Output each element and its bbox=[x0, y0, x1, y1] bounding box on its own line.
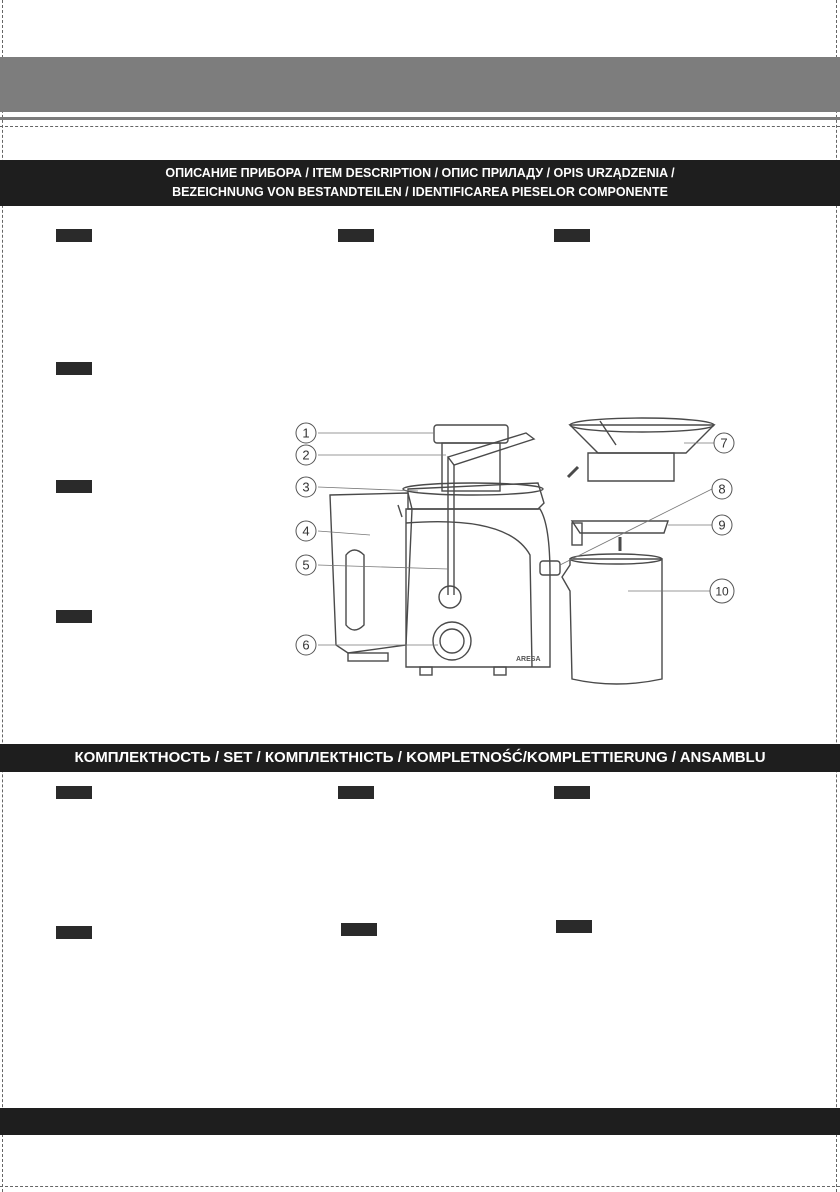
header-rule bbox=[0, 117, 840, 120]
language-tag bbox=[556, 920, 592, 933]
callout-6 bbox=[296, 635, 316, 655]
language-tag bbox=[56, 610, 92, 623]
callout-8 bbox=[712, 479, 732, 499]
callout-2 bbox=[296, 445, 316, 465]
callout-1 bbox=[296, 423, 316, 443]
jug-lid bbox=[572, 521, 668, 533]
language-tag bbox=[56, 362, 92, 375]
item-description-line2: BEZEICHNUNG VON BESTANDTEILEN / IDENTIFICAREA PIESELOR COMPONENTE bbox=[172, 185, 668, 199]
language-tag bbox=[341, 923, 377, 936]
item-description-heading bbox=[0, 160, 840, 206]
safety-knob bbox=[439, 586, 461, 608]
svg-text:7: 7 bbox=[720, 435, 728, 451]
brand-logo: ARESA bbox=[516, 656, 541, 663]
callout-4 bbox=[296, 521, 316, 541]
filter-basket bbox=[570, 425, 714, 453]
language-tag bbox=[56, 926, 92, 939]
item-description-line1: ОПИСАНИЕ ПРИБОРА / ITEM DESCRIPTION / ОПИС ПРИЛАДУ / OPIS URZĄDZENIA / bbox=[165, 166, 675, 180]
footer-band bbox=[0, 1108, 840, 1135]
language-tag bbox=[56, 229, 92, 242]
top-cover bbox=[408, 483, 544, 509]
set-heading: КОМПЛЕКТНОСТЬ / SET / КОМПЛЕКТНІСТЬ / KOMPLETNOŚĆ/KOMPLETTIERUNG / ANSAMBLU bbox=[0, 744, 840, 772]
callout-10 bbox=[710, 579, 734, 603]
svg-text:1: 1 bbox=[302, 425, 310, 441]
callout-9 bbox=[712, 515, 732, 535]
svg-text:3: 3 bbox=[302, 479, 310, 495]
header-band bbox=[0, 57, 840, 112]
juicer-diagram bbox=[288, 405, 748, 705]
language-tag bbox=[338, 786, 374, 799]
pulp-container bbox=[330, 493, 412, 653]
locking-arm bbox=[448, 433, 534, 465]
svg-text:4: 4 bbox=[302, 523, 310, 539]
language-tag bbox=[56, 786, 92, 799]
svg-text:6: 6 bbox=[302, 637, 310, 653]
svg-text:10: 10 bbox=[715, 584, 729, 599]
svg-text:5: 5 bbox=[302, 557, 310, 573]
speed-dial bbox=[433, 622, 471, 660]
cut-line-bottom bbox=[0, 1186, 840, 1187]
callout-3 bbox=[296, 477, 316, 497]
language-tag bbox=[554, 229, 590, 242]
language-tag bbox=[338, 229, 374, 242]
svg-text:9: 9 bbox=[718, 517, 726, 533]
filter-base bbox=[588, 453, 674, 481]
language-tag bbox=[56, 480, 92, 493]
callout-5 bbox=[296, 555, 316, 575]
language-tag bbox=[554, 786, 590, 799]
motor-base bbox=[406, 509, 550, 667]
svg-text:8: 8 bbox=[718, 481, 726, 497]
callout-7 bbox=[714, 433, 734, 453]
svg-text:2: 2 bbox=[302, 447, 310, 463]
juice-jug bbox=[562, 559, 662, 684]
food-pusher bbox=[434, 425, 508, 443]
cut-line-header bbox=[0, 126, 840, 127]
